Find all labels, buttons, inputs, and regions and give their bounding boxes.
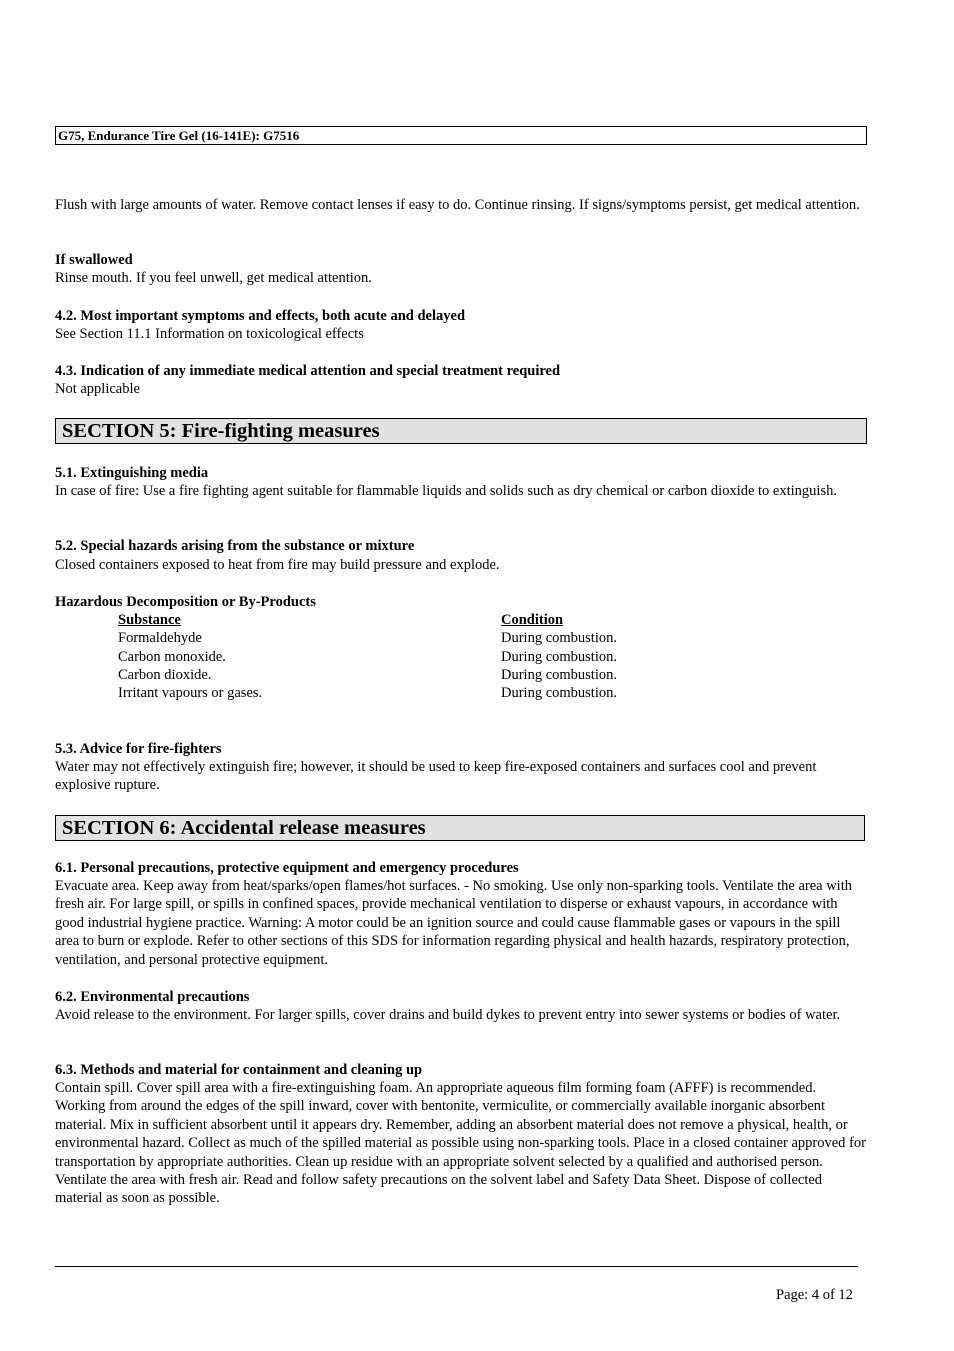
s5-2-heading: 5.2. Special hazards arising from the substance or mixture xyxy=(55,538,415,554)
if-swallowed-text: Rinse mouth. If you feel unwell, get medical attention. xyxy=(55,270,372,286)
s6-3-text: Contain spill. Cover spill area with a fire-extinguishing foam. An appropriate aqueous film forming foam (AFFF) is recommended. Working from around the edges of the spill inward, cover with bentonite, vermiculite, or commercially available inorganic absorbent material. Mix in sufficient absorbent until it appears dry. Remember, adding an absorbent material does not remove a physical, health, or environmental hazard. Collect as much of the spilled material as possible using non-sparking tools. Place in a closed container approved for transportation by appropriate authorities. Clean up residue with an appropriate solvent selected by a qualified and authorised person. Ventilate the area with fresh air. Read and follow safety precautions on the solvent label and Safety Data Sheet. Dispose of collected material as soon as possible. xyxy=(55,1080,866,1207)
section-6-title: SECTION 6: Accidental release measures xyxy=(55,815,865,841)
table-row-substance: Irritant vapours or gases. xyxy=(118,685,263,701)
decomp-heading: Hazardous Decomposition or By-Products xyxy=(55,594,316,610)
s5-2-text: Closed containers exposed to heat from fire may build pressure and explode. xyxy=(55,557,500,573)
table-row-substance: Carbon monoxide. xyxy=(118,649,226,665)
s5-1-text: In case of fire: Use a fire fighting agent suitable for flammable liquids and solids such as dry chemical or carbon dioxide to extinguish. xyxy=(55,483,837,499)
footer-divider xyxy=(55,1266,858,1267)
s6-1-heading: 6.1. Personal precautions, protective equipment and emergency procedures xyxy=(55,860,519,876)
table-row-condition: During combustion. xyxy=(501,685,617,701)
section-5-title: SECTION 5: Fire-fighting measures xyxy=(55,418,867,444)
s6-2-heading: 6.2. Environmental precautions xyxy=(55,989,250,1005)
s6-2-text: Avoid release to the environment. For larger spills, cover drains and build dykes to prevent entry into sewer systems or bodies of water. xyxy=(55,1007,841,1023)
s5-1-heading: 5.1. Extinguishing media xyxy=(55,465,209,481)
table-row-condition: During combustion. xyxy=(501,630,617,646)
table-row-substance: Carbon dioxide. xyxy=(118,667,212,683)
s4-2-heading: 4.2. Most important symptoms and effects, both acute and delayed xyxy=(55,308,466,324)
table-row-condition: During combustion. xyxy=(501,667,617,683)
eye-contact-text: Flush with large amounts of water. Remove contact lenses if easy to do. Continue rinsing. If signs/symptoms persist, get medical attention. xyxy=(55,197,860,213)
s4-3-heading: 4.3. Indication of any immediate medical attention and special treatment required xyxy=(55,363,561,379)
substance-column-header: Substance xyxy=(118,612,181,628)
table-row-substance: Formaldehyde xyxy=(118,630,202,646)
s4-3-text: Not applicable xyxy=(55,381,140,397)
condition-column-header: Condition xyxy=(501,612,564,628)
if-swallowed-heading: If swallowed xyxy=(55,252,133,268)
page-number: Page: 4 of 12 xyxy=(776,1287,853,1303)
s5-3-text: Water may not effectively extinguish fire; however, it should be used to keep fire-exposed containers and surfaces cool and prevent explosive rupture. xyxy=(55,759,817,794)
document-header: G75, Endurance Tire Gel (16-141E): G7516 xyxy=(55,126,867,145)
s4-2-text: See Section 11.1 Information on toxicological effects xyxy=(55,326,364,342)
s5-3-heading: 5.3. Advice for fire-fighters xyxy=(55,741,222,757)
s6-1-text: Evacuate area. Keep away from heat/sparks/open flames/hot surfaces. - No smoking. Use only non-sparking tools. Ventilate the area with fresh air. For large spill, or spills in confined spaces, provide mechanical ventilation to disperse or exhaust vapours, in accordance with good industrial hygiene practice. Warning: A motor could be an ignition source and could cause flammable gases or vapours in the spill area to burn or explode. Refer to other sections of this SDS for information regarding physical and health hazards, respiratory protection, ventilation, and personal protective equipment. xyxy=(55,878,852,968)
s6-3-heading: 6.3. Methods and material for containment and cleaning up xyxy=(55,1062,423,1078)
table-row-condition: During combustion. xyxy=(501,649,617,665)
